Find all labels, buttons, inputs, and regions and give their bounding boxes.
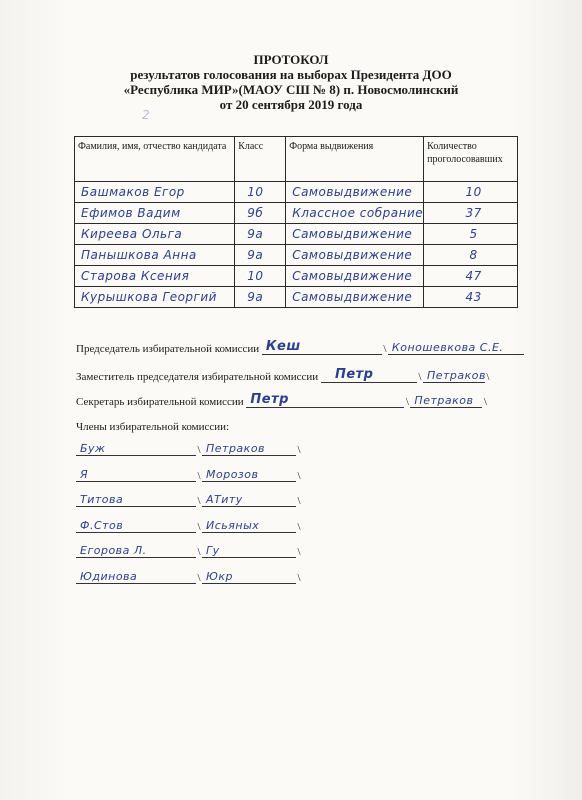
candidate-name: Ефимов Вадим <box>81 206 181 220</box>
deputy-signature: Петр <box>334 367 374 382</box>
candidate-name: Старова Ксения <box>81 269 190 283</box>
candidate-class: 9а <box>247 290 264 304</box>
member-row: Буж \ Петраков \ <box>76 440 302 456</box>
secretary-name-line <box>410 394 482 408</box>
member-signature: Буж <box>80 442 106 455</box>
chair-row: Председатель избирательной комиссии Кеш \ Коношевкова С.Е. <box>76 341 524 355</box>
chair-signature: Кеш <box>265 339 301 354</box>
deputy-signature-line <box>321 369 417 383</box>
results-table <box>74 136 518 308</box>
candidate-name: Башмаков Егор <box>81 185 185 199</box>
table-row <box>75 245 518 266</box>
candidate-votes: 47 <box>465 269 482 283</box>
member-signature: Титова <box>80 493 124 506</box>
secretary-label: Секретарь избирательной комиссии <box>76 396 244 408</box>
member-name: Исьяных <box>206 519 260 532</box>
member-name-line <box>202 466 296 482</box>
member-name-line <box>202 517 296 533</box>
header-subtitle: результатов голосования на выборах Президента ДОО <box>130 67 452 82</box>
header-date: от 20 сентября 2019 года <box>219 97 363 112</box>
member-row: Егорова Л. \ Гу \ <box>76 542 302 558</box>
chair-label: Председатель избирательной комиссии <box>76 343 260 355</box>
candidate-name: Киреева Ольга <box>81 227 183 241</box>
member-signature: Я <box>80 468 89 481</box>
candidate-nomination: Самовыдвижение <box>292 185 413 199</box>
table-row <box>75 224 518 245</box>
candidate-class: 9а <box>247 248 264 262</box>
candidate-votes: 5 <box>469 227 478 241</box>
header-candidate: Фамилия, имя, отчество кандидата <box>75 137 235 182</box>
member-signature: Егорова Л. <box>80 544 147 557</box>
faint-pen-mark: 2 <box>142 108 151 122</box>
table-header-row <box>75 137 518 182</box>
candidate-votes: 43 <box>465 290 482 304</box>
table-row <box>75 182 518 203</box>
member-signature: Юдинова <box>80 570 138 583</box>
table-row <box>75 203 518 224</box>
member-signature: Ф.Стов <box>80 519 124 532</box>
deputy-label: Заместитель председателя избирательной комиссии <box>76 371 319 383</box>
member-signature-line <box>76 440 196 456</box>
candidate-name: Курышкова Георгий <box>81 290 217 304</box>
candidate-nomination: Классное собрание <box>292 206 424 220</box>
chair-name: Коношевкова С.Е. <box>391 341 504 354</box>
member-name: Юкр <box>206 570 234 583</box>
member-name-line <box>202 491 296 507</box>
table-row <box>75 266 518 287</box>
header-class: Класс <box>235 137 286 182</box>
member-signature-line <box>76 568 196 584</box>
member-name: Морозов <box>206 468 259 481</box>
chair-signature-line <box>262 341 382 355</box>
member-row: Ф.Стов \ Исьяных \ <box>76 517 302 533</box>
deputy-row: Заместитель председателя избирательной комиссии Петр \ Петраков \ <box>76 367 490 383</box>
candidate-votes: 10 <box>465 185 482 199</box>
candidate-class: 9б <box>247 206 264 220</box>
protocol-header <box>0 52 582 112</box>
member-name-line <box>202 542 296 558</box>
secretary-row: Секретарь избирательной комиссии Петр \ Петраков \ <box>76 392 487 408</box>
member-row: Титова \ АТиту \ <box>76 491 302 507</box>
deputy-name: Петраков <box>426 369 486 382</box>
candidate-class: 9а <box>247 227 264 241</box>
secretary-signature-line <box>246 394 404 408</box>
secretary-signature: Петр <box>250 392 289 407</box>
deputy-name-line <box>423 369 485 383</box>
candidate-votes: 37 <box>465 206 482 220</box>
table-row <box>75 287 518 308</box>
header-votes: Количество проголосовавших <box>424 137 518 182</box>
header-nomination: Форма выдвижения <box>286 137 424 182</box>
header-title: ПРОТОКОЛ <box>253 52 329 67</box>
secretary-name: Петраков <box>414 394 474 407</box>
member-name: АТиту <box>206 493 243 506</box>
member-name-line <box>202 440 296 456</box>
candidate-class: 10 <box>247 269 264 283</box>
chair-name-line <box>388 341 524 355</box>
member-row: Юдинова \ Юкр \ <box>76 568 302 584</box>
candidate-class: 10 <box>247 185 264 199</box>
candidate-votes: 8 <box>469 248 478 262</box>
member-name: Гу <box>206 544 220 557</box>
member-signature-line <box>76 517 196 533</box>
members-label: Члены избирательной комиссии: <box>76 421 230 433</box>
candidate-name: Панышкова Анна <box>81 248 197 262</box>
candidate-nomination: Самовыдвижение <box>292 269 413 283</box>
member-signature-line <box>76 466 196 482</box>
candidate-nomination: Самовыдвижение <box>292 290 413 304</box>
header-organization: «Республика МИР»(МАОУ СШ № 8) п. Новосмолинский <box>123 82 459 97</box>
candidate-nomination: Самовыдвижение <box>292 227 413 241</box>
member-row: Я \ Морозов \ <box>76 466 302 482</box>
candidate-nomination: Самовыдвижение <box>292 248 413 262</box>
member-signature-line <box>76 491 196 507</box>
member-signature-line <box>76 542 196 558</box>
member-name-line <box>202 568 296 584</box>
member-name: Петраков <box>206 442 266 455</box>
